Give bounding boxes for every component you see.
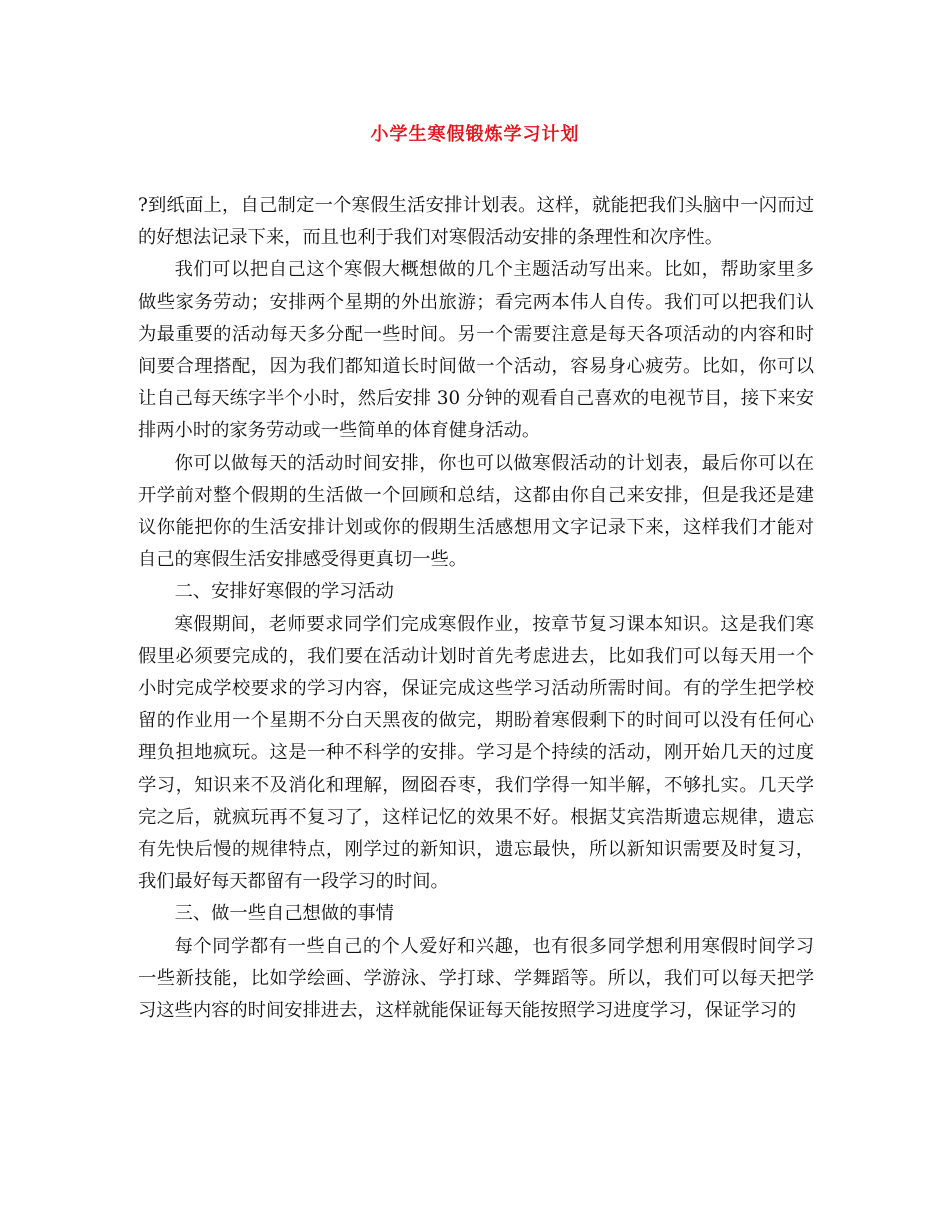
document-title: 小学生寒假锻炼学习计划	[370, 124, 580, 145]
paragraph-daily-schedule: 你可以做每天的活动时间安排，你也可以做寒假活动的计划表，最后你可以在开学前对整个假期的生活做一个回顾和总结，这都由你自己来安排，但是我还是建议你能把你的生活安排计划或你的假期生活感想用文字记录下来，这样我们才能对自己的寒假生活安排感受得更真切一些。	[138, 452, 814, 571]
paragraph-theme-activities: 我们可以把自己这个寒假大概想做的几个主题活动写出来。比如，帮助家里多做些家务劳动；安排两个星期的外出旅游；看完两本伟人自传。我们可以把我们认为最重要的活动每天多分配一些时间。另一个需要注意是每天各项活动的内容和时间要合理搭配，因为我们都知道长时间做一个活动，容易身心疲劳。比如，你可以让自己每天练字半个小时，然后安排 30 分钟的观看自己喜欢的电视节目，接下来安排两小时的家务劳动或一些简单的体育健身活动。	[138, 259, 814, 442]
paragraph-study-activities: 寒假期间，老师要求同学们完成寒假作业，按章节复习课本知识。这是我们寒假里必须要完成的，我们要在活动计划时首先考虑进去，比如我们可以每天用一个小时完成学校要求的学习内容，保证完成这些学习活动所需时间。有的学生把学校留的作业用一个星期不分白天黑夜的做完，期盼着寒假剩下的时间可以没有任何心理负担地疯玩。这是一种不科学的安排。学习是个持续的活动，刚开始几天的过度学习，知识来不及消化和理解，囫囵吞枣，我们学得一知半解，不够扎实。几天学完之后，就疯玩再不复习了，这样记忆的效果不好。根据艾宾浩斯遗忘规律，遗忘有先快后慢的规律特点，刚学过的新知识，遗忘最快，所以新知识需要及时复习，我们最好每天都留有一段学习的时间。	[138, 613, 814, 893]
document-body	[138, 190, 814, 1027]
paragraph-intro-continuation: ?到纸面上，自己制定一个寒假生活安排计划表。这样，就能把我们头脑中一闪而过的好想法记录下来，而且也利于我们对寒假活动安排的条理性和次序性。	[138, 195, 814, 249]
section-heading-study-activities: 二、安排好寒假的学习活动	[174, 581, 394, 603]
section-heading-own-interests: 三、做一些自己想做的事情	[174, 903, 394, 925]
paragraph-own-interests: 每个同学都有一些自己的个人爱好和兴趣，也有很多同学想利用寒假时间学习一些新技能，比如学绘画、学游泳、学打球、学舞蹈等。所以，我们可以每天把学习这些内容的时间安排进去，这样就能保证每天能按照学习进度学习，保证学习的	[138, 935, 814, 1022]
